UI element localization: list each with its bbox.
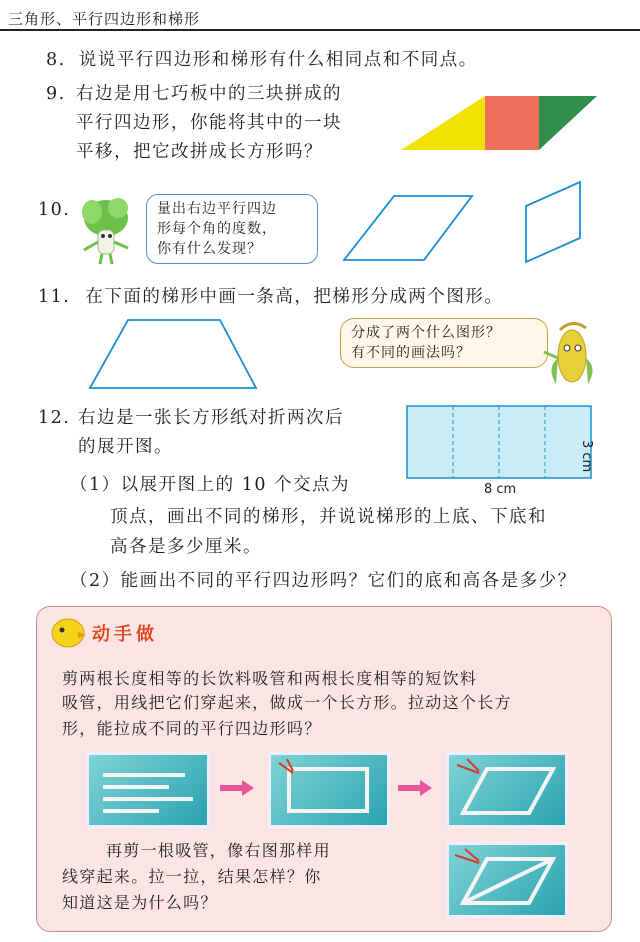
question-9-line-2: 平行四边形，你能将其中的一块: [76, 113, 342, 133]
arrow-right-icon: [220, 780, 256, 796]
question-8: [46, 46, 478, 75]
activity-p2-line-b: 线穿起来。拉一拉，结果怎样？你: [62, 867, 322, 886]
activity-title: 动手做: [92, 624, 158, 645]
paper-height-label: 3 cm: [579, 440, 594, 473]
chick-icon: [48, 614, 88, 650]
tangram-green-triangle: [539, 96, 597, 150]
arrow-right-icon: [398, 780, 434, 796]
activity-p2-line-a: 再剪一根吸管，像右图那样用: [106, 841, 331, 860]
activity-p1-line-a: 剪两根长度相等的长饮料吸管和两根长度相等的短饮料: [62, 669, 478, 688]
tangram-red-square: [485, 96, 539, 150]
question-12-line-2: 的展开图。: [78, 437, 173, 457]
q12-sub-1-line-a: （1）以展开图上的 10 个交点为: [70, 475, 351, 495]
bubble-q10-line-2: 形每个角的度数，: [157, 221, 277, 237]
parallelogram-wide: [344, 196, 472, 260]
question-12-line-1: 右边是一张长方形纸对折两次后: [78, 408, 344, 428]
photo-parallelogram-frame: [446, 752, 568, 828]
paper-width-label: 8 cm: [484, 482, 517, 497]
tangram-parallelogram: [395, 92, 605, 154]
activity-p2-line-c: 知道这是为什么吗？: [62, 893, 218, 912]
cabbage-character-icon: [70, 190, 150, 268]
corn-character-icon: [538, 318, 604, 388]
q12-sub-2: （2）能画出不同的平行四边形吗？它们的底和高各是多少？: [70, 571, 577, 591]
question-9: [46, 80, 66, 109]
page-header: 三角形、平行四边形和梯形: [8, 10, 201, 28]
question-11: [38, 283, 503, 312]
question-8-text: 说说平行四边形和梯形有什么相同点和不同点。: [78, 50, 478, 70]
parallelogram-tall: [526, 182, 580, 262]
photo-straws: [86, 752, 210, 828]
question-9-body: [76, 80, 342, 167]
bubble-q11-line-1: 分成了两个什么图形？: [351, 325, 501, 341]
header-rule: [0, 29, 640, 31]
trapezoid-q11: [86, 316, 262, 392]
question-12-number: 12.: [38, 408, 71, 428]
question-9-line-1: 右边是用七巧板中的三块拼成的: [76, 84, 342, 104]
question-10-number: 10.: [38, 200, 71, 220]
parallelograms-q10: [340, 178, 600, 266]
q12-sub-1-line-c: 高各是多少厘米。: [110, 537, 262, 557]
photo-braced-frame: [446, 842, 568, 918]
tangram-yellow-triangle: [401, 96, 485, 150]
question-8-number: 8.: [46, 50, 66, 70]
activity-p1-line-b: 吸管，用线把它们穿起来，做成一个长方形。拉动这个长方: [62, 693, 512, 712]
q12-sub-1-line-b: 顶点，画出不同的梯形，并说说梯形的上底、下底和: [110, 507, 547, 527]
question-11-text: 在下面的梯形中画一条高，把梯形分成两个图形。: [85, 287, 504, 307]
bubble-q10-line-3: 你有什么发现？: [157, 241, 262, 257]
speech-bubble-q11: [340, 318, 548, 368]
bubble-q11-line-2: 有不同的画法吗？: [351, 345, 471, 361]
question-12-body: [78, 404, 344, 462]
question-9-number: 9.: [46, 84, 66, 104]
question-11-number: 11.: [38, 287, 71, 307]
question-9-line-3: 平移，把它改拼成长方形吗？: [76, 142, 323, 162]
speech-bubble-q10: [146, 194, 318, 264]
bubble-q10-line-1: 量出右边平行四边: [157, 201, 277, 217]
photo-rectangle-frame: [268, 752, 390, 828]
activity-p1-line-c: 形，能拉成不同的平行四边形吗？: [62, 719, 322, 738]
